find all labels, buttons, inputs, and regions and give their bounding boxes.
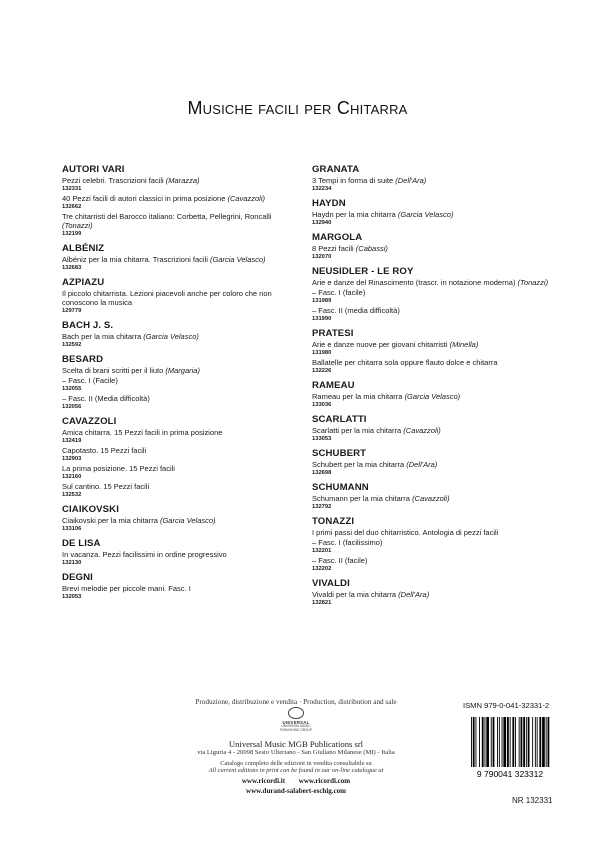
composer-name: PRATESI bbox=[312, 328, 354, 339]
barcode-bar bbox=[482, 717, 484, 767]
catalog-entry bbox=[62, 584, 302, 601]
entry-title-line bbox=[62, 212, 302, 230]
barcode-bar bbox=[546, 717, 547, 767]
composer-name: HAYDN bbox=[312, 198, 346, 209]
barcode-bar bbox=[497, 717, 498, 767]
entry-code: 132055 bbox=[62, 386, 82, 392]
entry-code: 132821 bbox=[312, 600, 332, 606]
catalog-entry bbox=[312, 538, 552, 555]
entry-title-line bbox=[312, 210, 552, 219]
entry-code: 132592 bbox=[62, 342, 82, 348]
barcode-bar bbox=[537, 717, 538, 767]
composer-block bbox=[312, 198, 552, 227]
entry-title-line bbox=[62, 376, 302, 385]
barcode-bar bbox=[503, 717, 506, 767]
barcode-bar bbox=[532, 717, 533, 767]
composer-block bbox=[62, 416, 302, 499]
entry-editor: (Garcia Velasco) bbox=[404, 392, 461, 401]
barcode-bar bbox=[502, 717, 503, 767]
entry-code: 132903 bbox=[62, 456, 82, 462]
ricordi-com-link[interactable]: www.ricordi.com bbox=[298, 777, 351, 786]
entry-title-line bbox=[312, 244, 552, 253]
durand-link[interactable]: www.durand-salabert-eschig.com bbox=[246, 787, 346, 796]
catalog-entry bbox=[62, 394, 302, 411]
entry-title-line bbox=[62, 289, 302, 307]
entry-editor: (Margaria) bbox=[165, 366, 200, 375]
composer-name: ALBÉNIZ bbox=[62, 243, 105, 254]
entry-editor: (Cavazzoli) bbox=[227, 194, 266, 203]
composer-block bbox=[312, 232, 552, 261]
entry-title-line bbox=[62, 482, 302, 491]
entry-editor: (Garcia Velasco) bbox=[397, 210, 454, 219]
entry-code: 132226 bbox=[312, 368, 332, 374]
composer-name: AUTORI VARI bbox=[62, 164, 125, 175]
entry-editor: (Dell'Ara) bbox=[398, 590, 430, 599]
composer-block bbox=[62, 277, 302, 315]
entry-title: Il piccolo chitarrista. Lezioni piacevoli anche per coloro che non conoscono la musica bbox=[62, 289, 272, 307]
entry-editor: (Dell'Ara) bbox=[395, 176, 427, 185]
barcode-bar bbox=[486, 717, 489, 767]
barcode-bar bbox=[515, 717, 516, 767]
catalog-entry bbox=[62, 428, 302, 445]
composer-block bbox=[62, 504, 302, 533]
entry-code: 131980 bbox=[312, 350, 332, 356]
barcode-bar bbox=[479, 717, 480, 767]
page-title: Musiche facili per Chitarra bbox=[187, 98, 408, 118]
catalog-right-column bbox=[312, 164, 552, 607]
composer-name: MARGOLA bbox=[312, 232, 363, 243]
entry-code: 132202 bbox=[312, 566, 332, 572]
entry-code: 132662 bbox=[62, 204, 82, 210]
entry-editor: (Marazza) bbox=[165, 176, 200, 185]
publisher-address: via Liguria 4 - 20098 Sesto Ulteriano - San Giuliano Milanese (MI) - Italia bbox=[197, 749, 395, 757]
entry-editor: (Garcia Velasco) bbox=[143, 332, 199, 341]
entry-title: Schubert per la mia chitarra bbox=[312, 460, 405, 469]
universal-logo bbox=[281, 707, 311, 725]
composer-name: RAMEAU bbox=[312, 380, 355, 391]
barcode-bar bbox=[507, 717, 509, 767]
catalog-note-en: All current editions in print can be found in our on-line catalogue at bbox=[208, 767, 384, 775]
barcode-bar bbox=[512, 717, 514, 767]
entry-title: La prima posizione. 15 Pezzi facili bbox=[62, 464, 175, 473]
entry-code: 131990 bbox=[312, 316, 332, 322]
catalog-entry bbox=[312, 426, 552, 443]
entry-title: I primi passi del duo chitarristico. Antologia di pezzi facili bbox=[312, 528, 499, 537]
entry-title-line bbox=[62, 366, 302, 375]
composer-block bbox=[62, 354, 302, 411]
entry-code: 132056 bbox=[62, 404, 82, 410]
entry-title: Vivaldi per la mia chitarra bbox=[312, 590, 397, 599]
composer-name: NEUSIDLER - LE ROY bbox=[312, 266, 414, 277]
composer-name: DEGNI bbox=[62, 572, 93, 583]
website-links bbox=[150, 777, 442, 785]
entry-title-line bbox=[312, 460, 552, 469]
entry-code: 129779 bbox=[62, 308, 82, 314]
entry-title: – Fasc. I (facilissimo) bbox=[312, 538, 383, 547]
entry-title: Schumann per la mia chitarra bbox=[312, 494, 410, 503]
entry-title: 3 Tempi in forma di suite bbox=[312, 176, 394, 185]
composer-block bbox=[62, 164, 302, 238]
entry-title: Scelta di brani scritti per il liuto bbox=[62, 366, 164, 375]
composer-name: DE LISA bbox=[62, 538, 101, 549]
entry-editor: (Garcia Velasco) bbox=[159, 516, 216, 525]
entry-title: Sul cantino. 15 Pezzi facili bbox=[62, 482, 150, 491]
composer-name: AZPIAZU bbox=[62, 277, 105, 288]
entry-title: Scarlatti per la mia chitarra bbox=[312, 426, 402, 435]
entry-editor: (Garcia Velasco) bbox=[209, 255, 266, 264]
catalog-entry bbox=[62, 446, 302, 463]
catalog-note-it: Catalogo completo delle edizioni in vendita consultabile su bbox=[220, 760, 372, 768]
entry-editor: (Minella) bbox=[449, 340, 479, 349]
entry-title: Albéniz per la mia chitarra. Trascrizioni facili bbox=[62, 255, 208, 264]
composer-block bbox=[62, 320, 302, 349]
entry-editor: (Cabassi) bbox=[355, 244, 388, 253]
composer-block bbox=[312, 414, 552, 443]
entry-title-line bbox=[312, 358, 552, 367]
composer-name: CIAIKOVSKI bbox=[62, 504, 119, 515]
catalog-entry bbox=[62, 194, 302, 211]
barcode-bar bbox=[539, 717, 541, 767]
barcode-bar bbox=[548, 717, 550, 767]
entry-title-line bbox=[312, 538, 552, 547]
barcode-bar bbox=[542, 717, 545, 767]
entry-editor: (Cavazzoli) bbox=[403, 426, 441, 435]
publisher-footer bbox=[150, 698, 442, 795]
catalog-entry bbox=[62, 550, 302, 567]
barcode-bar bbox=[521, 717, 523, 767]
composer-block bbox=[62, 538, 302, 567]
entry-title-line bbox=[312, 176, 552, 185]
entry-title-line bbox=[62, 446, 302, 455]
entry-title-line bbox=[62, 464, 302, 473]
entry-title-line bbox=[312, 426, 552, 435]
barcode-bar bbox=[473, 717, 475, 767]
catalog-entry bbox=[62, 366, 302, 375]
entry-title: – Fasc. II (facile) bbox=[312, 556, 368, 565]
entry-title: Pezzi celebri. Trascrizioni facili bbox=[62, 176, 164, 185]
entry-title: Tre chitarristi del Barocco italiano: Corbetta, Pellegrini, Roncalli bbox=[62, 212, 272, 221]
logo-wordmark: UNIVERSAL bbox=[282, 720, 310, 725]
composer-name: SCARLATTI bbox=[312, 414, 367, 425]
catalog-entry bbox=[312, 288, 552, 305]
entry-title-line bbox=[62, 394, 302, 403]
entry-title-line bbox=[62, 428, 302, 437]
catalog-entry bbox=[312, 340, 552, 357]
composer-name: SCHUMANN bbox=[312, 482, 369, 493]
entry-title-line bbox=[62, 584, 302, 593]
composer-block bbox=[312, 164, 552, 193]
composer-block bbox=[62, 243, 302, 272]
entry-title-line bbox=[312, 590, 552, 599]
globe-icon bbox=[288, 707, 304, 719]
entry-code: 131989 bbox=[312, 298, 332, 304]
catalog-entry bbox=[62, 332, 302, 349]
catalog-entry bbox=[312, 244, 552, 261]
entry-title: – Fasc. I (Facile) bbox=[62, 376, 118, 385]
entry-code: 132053 bbox=[62, 594, 82, 600]
barcode-bar bbox=[510, 717, 511, 767]
entry-title: Rameau per la mia chitarra bbox=[312, 392, 403, 401]
entry-code: 132698 bbox=[312, 470, 332, 476]
barcode-bar bbox=[476, 717, 477, 767]
catalog-entry bbox=[312, 556, 552, 573]
catalog-entry bbox=[62, 464, 302, 481]
entry-title: – Fasc. II (Media difficoltà) bbox=[62, 394, 150, 403]
composer-block bbox=[312, 328, 552, 375]
entry-editor: (Tonazzi) bbox=[517, 278, 549, 287]
catalog-entry bbox=[62, 176, 302, 193]
entry-title-line bbox=[312, 392, 552, 401]
publisher-name: Universal Music MGB Publications srl bbox=[228, 739, 364, 750]
catalog-entry bbox=[312, 306, 552, 323]
barcode-digits: 9 790041 323312 bbox=[476, 769, 544, 779]
catalog-entry bbox=[62, 255, 302, 272]
composer-name: TONAZZI bbox=[312, 516, 355, 527]
composer-name: GRANATA bbox=[312, 164, 360, 175]
catalog-entry bbox=[312, 358, 552, 375]
entry-code: 133053 bbox=[312, 436, 332, 442]
entry-code: 132792 bbox=[312, 504, 332, 510]
barcode-bar bbox=[499, 717, 500, 767]
catalog-entry bbox=[312, 528, 552, 537]
entry-code: 132070 bbox=[312, 254, 332, 260]
barcode-bar bbox=[519, 717, 520, 767]
composer-name: CAVAZZOLI bbox=[62, 416, 117, 427]
barcode-bar bbox=[491, 717, 492, 767]
entry-title: Bach per la mia chitarra bbox=[62, 332, 142, 341]
barcode-bar bbox=[526, 717, 527, 767]
composer-block bbox=[312, 482, 552, 511]
catalog-entry bbox=[312, 278, 552, 287]
composer-block bbox=[312, 578, 552, 607]
entry-title-line bbox=[312, 556, 552, 565]
entry-title: Arie e danze del Rinascimento (trascr. in notazione moderna) bbox=[312, 278, 516, 287]
barcode-bar bbox=[493, 717, 495, 767]
entry-title-line bbox=[312, 288, 552, 297]
barcode-bar bbox=[471, 717, 472, 767]
entry-code: 133036 bbox=[312, 402, 332, 408]
composer-block bbox=[62, 572, 302, 601]
entry-title: Haydn per la mia chitarra bbox=[312, 210, 396, 219]
logo-subline-1: UNIVERSAL MUSIC bbox=[281, 724, 311, 728]
barcode bbox=[465, 715, 555, 781]
composer-block bbox=[312, 380, 552, 409]
catalog-entry bbox=[62, 212, 302, 238]
entry-title-line bbox=[62, 550, 302, 559]
production-line: Produzione, distribuzione e vendita · Production, distribution and sale bbox=[195, 698, 397, 706]
ricordi-it-link[interactable]: www.ricordi.it bbox=[241, 777, 286, 786]
catalog-entry bbox=[312, 494, 552, 511]
entry-title-line bbox=[312, 340, 552, 349]
entry-title-line bbox=[62, 516, 302, 525]
entry-title: – Fasc. I (facile) bbox=[312, 288, 366, 297]
entry-code: 132419 bbox=[62, 438, 82, 444]
entry-title: Brevi melodie per piccole mani. Fasc. I bbox=[62, 584, 191, 593]
composer-name: VIVALDI bbox=[312, 578, 350, 589]
entry-title: Capotasto. 15 Pezzi facili bbox=[62, 446, 147, 455]
entry-title-line bbox=[312, 278, 552, 287]
entry-title-line bbox=[62, 194, 302, 203]
catalog-entry bbox=[62, 289, 302, 315]
composer-block bbox=[312, 448, 552, 477]
catalog-entry bbox=[312, 210, 552, 227]
barcode-bar bbox=[528, 717, 530, 767]
composer-name: BESARD bbox=[62, 354, 104, 365]
catalog-number: NR 132331 bbox=[512, 796, 553, 805]
ismn-code: ISMN 979-0-041-32331-2 bbox=[463, 701, 550, 710]
entry-title: – Fasc. II (media difficoltà) bbox=[312, 306, 400, 315]
entry-code: 132199 bbox=[62, 231, 82, 237]
catalog-entry bbox=[62, 376, 302, 393]
entry-code: 132130 bbox=[62, 560, 82, 566]
entry-title-line bbox=[312, 494, 552, 503]
entry-editor: (Tonazzi) bbox=[62, 221, 93, 230]
entry-code: 132532 bbox=[62, 492, 82, 498]
entry-title-line bbox=[62, 176, 302, 185]
entry-editor: (Cavazzoli) bbox=[412, 494, 450, 503]
catalog-entry bbox=[312, 590, 552, 607]
barcode-bar bbox=[523, 717, 525, 767]
entry-code: 132201 bbox=[312, 548, 332, 554]
barcode-bar bbox=[535, 717, 536, 767]
composer-block bbox=[312, 266, 552, 323]
entry-code: 133106 bbox=[62, 526, 82, 532]
catalog-entry bbox=[62, 482, 302, 499]
barcode-bar bbox=[485, 717, 486, 767]
entry-title: Arie e danze nuove per giovani chitarristi bbox=[312, 340, 448, 349]
entry-title-line bbox=[312, 528, 552, 537]
entry-title-line bbox=[62, 332, 302, 341]
catalog-left-column bbox=[62, 164, 302, 601]
composer-block bbox=[312, 516, 552, 573]
entry-title-line bbox=[312, 306, 552, 315]
entry-code: 132940 bbox=[312, 220, 332, 226]
entry-title-line bbox=[62, 255, 302, 264]
composer-name: SCHUBERT bbox=[312, 448, 367, 459]
entry-code: 132683 bbox=[62, 265, 82, 271]
composer-name: BACH J. S. bbox=[62, 320, 114, 331]
entry-title: In vacanza. Pezzi facilissimi in ordine progressivo bbox=[62, 550, 227, 559]
entry-code: 132234 bbox=[312, 186, 332, 192]
entry-title: Ballatelle per chitarra sola oppure flauto dolce e chitarra bbox=[312, 358, 498, 367]
entry-title: Amica chitarra. 15 Pezzi facili in prima posizione bbox=[62, 428, 223, 437]
entry-title: Ciaikovski per la mia chitarra bbox=[62, 516, 158, 525]
catalog-entry bbox=[312, 176, 552, 193]
entry-title: 40 Pezzi facili di autori classici in prima posizione bbox=[62, 194, 226, 203]
entry-editor: (Dell'Ara) bbox=[406, 460, 438, 469]
catalog-entry bbox=[312, 460, 552, 477]
logo-subline-2: PUBLISHING GROUP bbox=[280, 727, 312, 732]
entry-title: 8 Pezzi facili bbox=[312, 244, 354, 253]
entry-code: 132331 bbox=[62, 186, 82, 192]
catalog-entry bbox=[62, 516, 302, 533]
catalog-entry bbox=[312, 392, 552, 409]
entry-code: 132160 bbox=[62, 474, 82, 480]
